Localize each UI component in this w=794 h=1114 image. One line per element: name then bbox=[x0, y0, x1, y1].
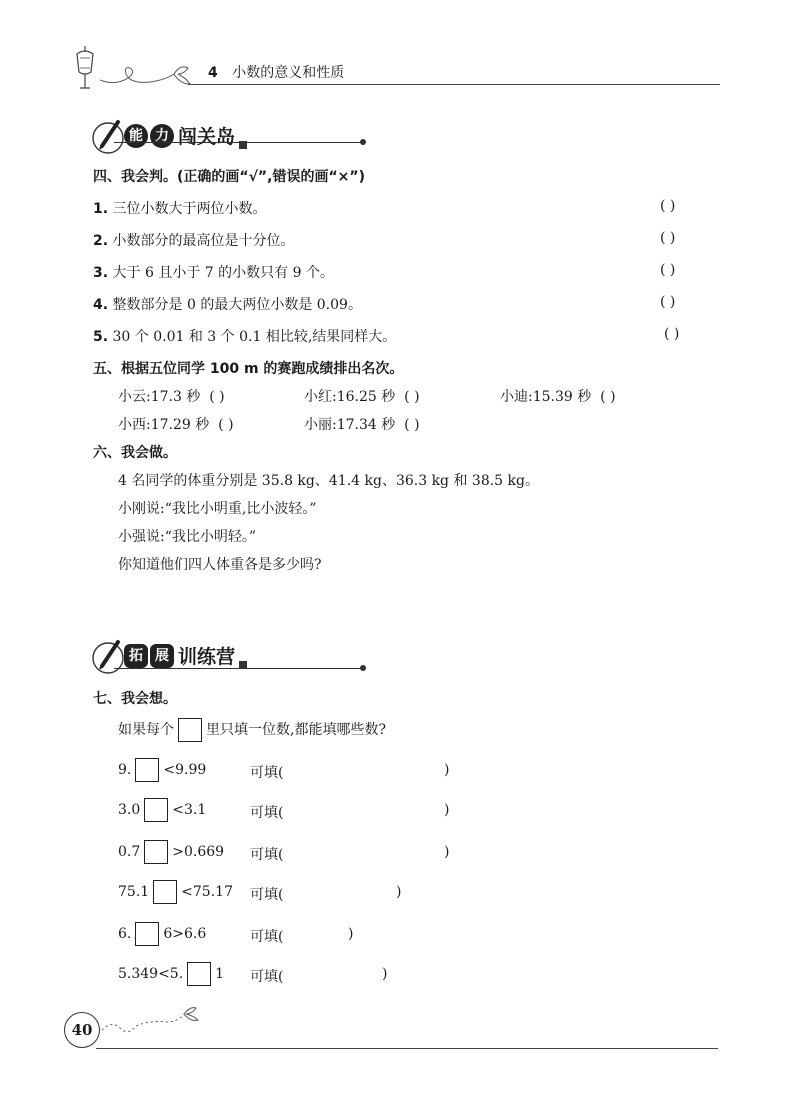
header-title bbox=[208, 62, 344, 82]
badge-zhan: 展 bbox=[150, 644, 174, 668]
rank-blank[interactable]: ( ) bbox=[600, 389, 616, 405]
rank-blank[interactable]: ( ) bbox=[404, 389, 420, 405]
page-number: 40 bbox=[64, 1012, 100, 1048]
section-rule-1 bbox=[114, 142, 362, 143]
q7-close-6: ) bbox=[382, 966, 388, 982]
digit-box[interactable] bbox=[187, 962, 211, 986]
badge-tuo: 拓 bbox=[124, 644, 148, 668]
q4-answer-3[interactable]: ( ) bbox=[660, 262, 676, 278]
unit-number: 4 bbox=[208, 65, 218, 81]
digit-box[interactable] bbox=[144, 840, 168, 864]
q5-entry-xiaodi: 小迪:15.39 秒 ( ) bbox=[500, 389, 616, 405]
q5-entry-xiaoxi: 小西:17.29 秒 ( ) bbox=[118, 417, 234, 433]
q4-answer-1[interactable]: ( ) bbox=[660, 198, 676, 214]
q7-close-5: ) bbox=[348, 926, 354, 942]
q4-item-4: 4. 整数部分是 0 的最大两位小数是 0.09。 bbox=[93, 297, 362, 313]
rank-blank[interactable]: ( ) bbox=[209, 389, 225, 405]
q7-fill-1[interactable]: 可填( bbox=[250, 765, 284, 781]
section-title-extension: 训练营 bbox=[178, 646, 236, 668]
digit-box[interactable] bbox=[135, 758, 159, 782]
q7-row-2: 3.0 <3.1 bbox=[118, 798, 206, 822]
swirl-decoration bbox=[100, 60, 195, 90]
section-dot-2 bbox=[360, 665, 366, 671]
section-title-ability: 闯关岛 bbox=[178, 126, 236, 148]
unit-title: 小数的意义和性质 bbox=[232, 65, 345, 81]
digit-box[interactable] bbox=[135, 922, 159, 946]
q6-line-4: 你知道他们四人体重各是多少吗? bbox=[118, 557, 322, 573]
dotted-flourish-decoration bbox=[100, 1000, 210, 1040]
badge-neng: 能 bbox=[124, 124, 148, 148]
q4-answer-5[interactable]: ( ) bbox=[664, 326, 680, 342]
q6-line-3: 小强说:“我比小明轻。” bbox=[118, 529, 257, 545]
q7-fill-3[interactable]: 可填( bbox=[250, 847, 284, 863]
q4-item-2: 2. 小数部分的最高位是十分位。 bbox=[93, 233, 295, 249]
q7-intro: 如果每个 里只填一位数,都能填哪些数? bbox=[118, 718, 386, 742]
q7-row-3: 0.7 >0.669 bbox=[118, 840, 224, 864]
q5-entry-xiaohong: 小红:16.25 秒 ( ) bbox=[304, 389, 420, 405]
q4-answer-2[interactable]: ( ) bbox=[660, 230, 676, 246]
q4-answer-4[interactable]: ( ) bbox=[660, 294, 676, 310]
q5-heading: 五、根据五位同学 100 m 的赛跑成绩排出名次。 bbox=[93, 361, 404, 377]
q7-heading: 七、我会想。 bbox=[93, 691, 177, 707]
q7-row-4: 75.1 <75.17 bbox=[118, 880, 233, 904]
section-banner-extension bbox=[90, 636, 370, 680]
digit-box[interactable] bbox=[153, 880, 177, 904]
q7-close-4: ) bbox=[396, 884, 402, 900]
q7-fill-2[interactable]: 可填( bbox=[250, 805, 284, 821]
footer-rule bbox=[96, 1048, 718, 1049]
q5-entry-xiaoli: 小丽:17.34 秒 ( ) bbox=[304, 417, 420, 433]
q7-row-5: 6. 6>6.6 bbox=[118, 922, 206, 946]
badge-li: 力 bbox=[150, 124, 174, 148]
section-banner-ability bbox=[90, 116, 370, 160]
q4-item-1: 1. 三位小数大于两位小数。 bbox=[93, 201, 267, 217]
sample-box bbox=[178, 718, 202, 742]
q4-item-5: 5. 30 个 0.01 和 3 个 0.1 相比较,结果同样大。 bbox=[93, 329, 397, 345]
q7-row-6: 5.349<5. 1 bbox=[118, 962, 224, 986]
q4-heading: 四、我会判。(正确的画“√”,错误的画“×”) bbox=[93, 169, 365, 185]
q7-fill-6[interactable]: 可填( bbox=[250, 969, 284, 985]
section-rule-2 bbox=[114, 668, 362, 669]
q6-heading: 六、我会做。 bbox=[93, 445, 177, 461]
q7-close-1: ) bbox=[444, 762, 450, 778]
rank-blank[interactable]: ( ) bbox=[404, 417, 420, 433]
q4-item-3: 3. 大于 6 且小于 7 的小数只有 9 个。 bbox=[93, 265, 334, 281]
q7-row-1: 9. <9.99 bbox=[118, 758, 206, 782]
q6-line-1: 4 名同学的体重分别是 35.8 kg、41.4 kg、36.3 kg 和 38.5 kg。 bbox=[118, 473, 539, 489]
q7-close-3: ) bbox=[444, 844, 450, 860]
q7-fill-4[interactable]: 可填( bbox=[250, 887, 284, 903]
q6-line-2: 小刚说:“我比小明重,比小波轻。” bbox=[118, 501, 317, 517]
q7-fill-5[interactable]: 可填( bbox=[250, 929, 284, 945]
lamp-icon bbox=[70, 44, 100, 90]
rank-blank[interactable]: ( ) bbox=[218, 417, 234, 433]
digit-box[interactable] bbox=[144, 798, 168, 822]
q5-entry-xiaoyun: 小云:17.3 秒 ( ) bbox=[118, 389, 225, 405]
section-dot-1 bbox=[360, 139, 366, 145]
q7-close-2: ) bbox=[444, 802, 450, 818]
header-rule bbox=[188, 84, 720, 85]
